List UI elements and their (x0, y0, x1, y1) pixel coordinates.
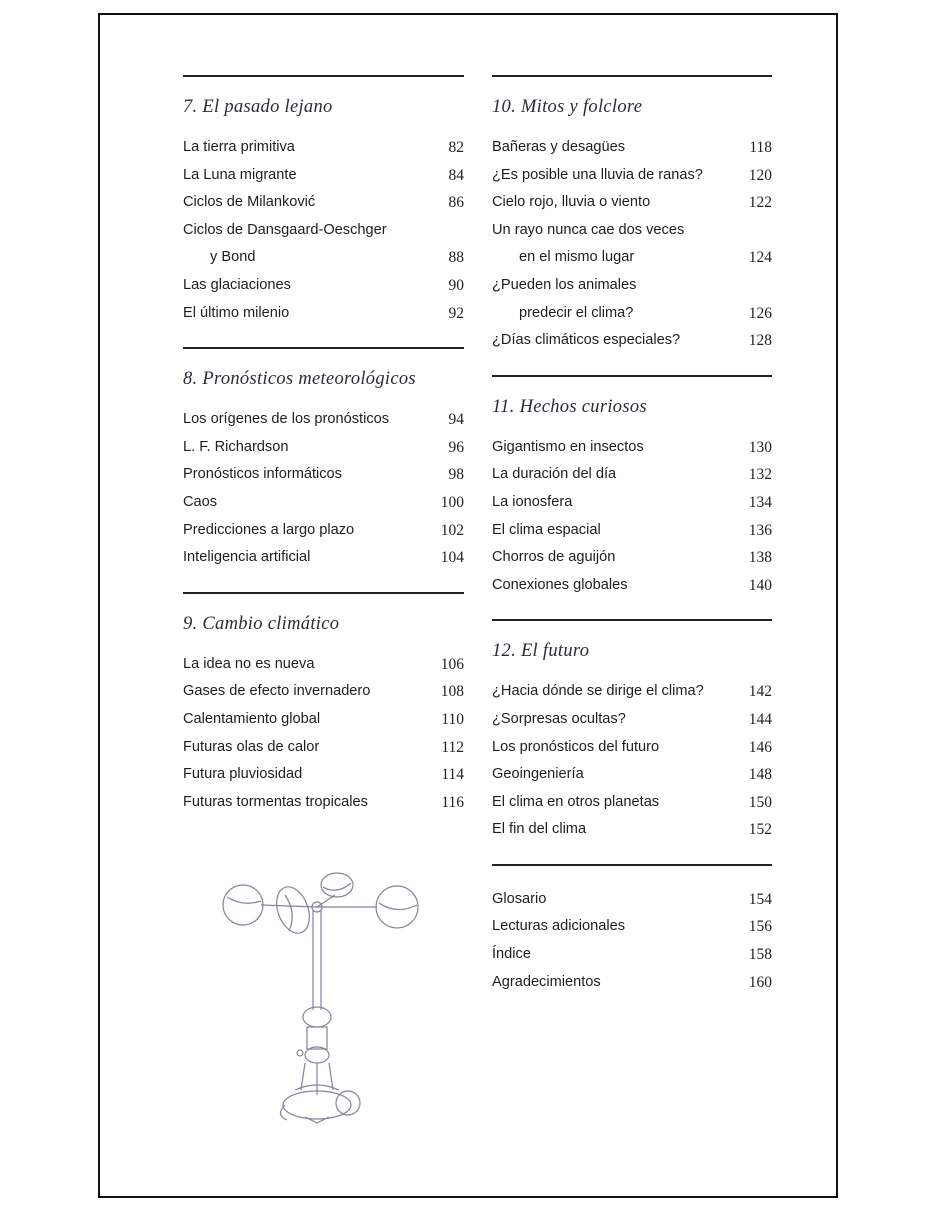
entry-title: La tierra primitiva (183, 139, 295, 155)
toc-entry[interactable] (492, 300, 772, 328)
entry-page-number: 138 (748, 549, 772, 567)
entry-page-number: 122 (748, 194, 772, 212)
toc-entry[interactable] (492, 134, 772, 162)
entry-title: Bañeras y desagües (492, 139, 626, 155)
entry-title: en el mismo lugar (519, 249, 635, 266)
entry-title: La ionosfera (492, 493, 573, 510)
entry-page-number: 124 (748, 249, 772, 267)
toc-section (183, 75, 464, 347)
toc-entry[interactable] (492, 816, 772, 844)
toc-entry[interactable] (492, 327, 772, 355)
toc-entry[interactable] (492, 761, 772, 789)
entry-page-number: 84 (448, 166, 464, 184)
toc-section (183, 592, 464, 837)
toc-section (492, 375, 772, 620)
entry-page-number: 98 (448, 466, 464, 484)
toc-entry[interactable] (492, 217, 772, 245)
entry-title: y Bond (210, 249, 256, 266)
entry-title: Geoingeniería (492, 766, 584, 783)
entry-title: predecir el clima? (519, 304, 634, 321)
entry-page-number: 148 (748, 766, 772, 784)
entry-page-number: 144 (748, 710, 772, 728)
section-title: 11. Hechos curiosos (492, 396, 647, 417)
entry-title: Ciclos de Dansgaard-Oeschger (183, 221, 387, 238)
entry-title: Agradecimientos (492, 973, 601, 990)
toc-entry[interactable] (183, 544, 464, 572)
toc-entry[interactable] (183, 706, 464, 734)
entry-title: ¿Días climáticos especiales? (492, 332, 681, 349)
entry-title: Conexiones globales (492, 576, 628, 593)
toc-entry[interactable] (183, 651, 464, 679)
entry-page-number: 134 (748, 493, 772, 511)
section-title: 8. Pronósticos meteorológicos (183, 369, 416, 390)
toc-entry[interactable] (492, 678, 772, 706)
entry-page-number: 102 (440, 521, 464, 539)
toc-entry[interactable] (492, 941, 772, 969)
entry-title: Gases de efecto invernadero (183, 683, 371, 700)
entry-page-number: 160 (748, 973, 772, 991)
toc-entry[interactable] (492, 886, 772, 914)
toc-entry[interactable] (492, 969, 772, 997)
toc-entry[interactable] (492, 272, 772, 300)
toc-entry[interactable] (183, 761, 464, 789)
entry-title: Caos (183, 493, 218, 510)
section-title: 10. Mitos y folclore (492, 97, 643, 117)
toc-entry[interactable] (183, 789, 464, 817)
entry-title: El clima espacial (492, 521, 601, 538)
toc-entry[interactable] (183, 434, 464, 462)
toc-entry[interactable] (183, 162, 464, 190)
entry-title: Ciclos de Milanković (183, 194, 316, 211)
entry-title: Inteligencia artificial (183, 549, 311, 566)
toc-entry[interactable] (183, 406, 464, 434)
entry-page-number: 104 (440, 549, 464, 567)
entry-page-number: 140 (748, 576, 772, 594)
toc-entry[interactable] (183, 244, 464, 272)
entry-title: Cielo rojo, lluvia o viento (492, 194, 651, 211)
entry-page-number: 88 (448, 249, 464, 267)
entry-page-number: 146 (748, 738, 772, 756)
toc-entry[interactable] (183, 134, 464, 162)
entry-page-number: 120 (748, 166, 772, 184)
entry-title: Futuras olas de calor (183, 738, 320, 755)
toc-entry[interactable] (183, 461, 464, 489)
entry-title: Predicciones a largo plazo (183, 521, 355, 538)
entry-title: Índice (492, 946, 531, 963)
toc-section (183, 347, 464, 592)
toc-entry[interactable] (183, 189, 464, 217)
entry-title: Glosario (492, 890, 547, 907)
toc-entry[interactable] (492, 572, 772, 600)
entry-title: Los pronósticos del futuro (492, 738, 660, 755)
toc-entry[interactable] (183, 678, 464, 706)
entry-page-number: 150 (748, 793, 772, 811)
toc-entry[interactable] (492, 434, 772, 462)
entry-title: ¿Pueden los animales (492, 276, 637, 293)
entry-page-number: 152 (748, 821, 772, 839)
toc-section (492, 864, 772, 1016)
anemometer-icon (205, 865, 435, 1130)
toc-right-column (492, 75, 772, 1016)
toc-entry[interactable] (492, 544, 772, 572)
entry-title: Las glaciaciones (183, 276, 291, 293)
toc-entry[interactable] (183, 489, 464, 517)
entry-page-number: 116 (441, 793, 464, 811)
toc-entry[interactable] (492, 162, 772, 190)
entry-title: Calentamiento global (183, 710, 321, 727)
toc-entry[interactable] (492, 734, 772, 762)
entry-page-number: 86 (448, 194, 464, 212)
entry-title: El último milenio (183, 304, 290, 321)
entry-title: ¿Sorpresas ocultas? (492, 710, 626, 727)
entry-title: Gigantismo en insectos (492, 438, 644, 455)
entry-page-number: 90 (448, 276, 464, 294)
entry-page-number: 112 (441, 738, 464, 756)
entry-page-number: 96 (448, 438, 464, 456)
entry-title: ¿Hacia dónde se dirige el clima? (492, 683, 704, 700)
entry-title: Futura pluviosidad (183, 766, 303, 783)
toc-entry[interactable] (492, 461, 772, 489)
entry-page-number: 128 (748, 332, 772, 350)
toc-entry[interactable] (492, 517, 772, 545)
entry-title: ¿Es posible una lluvia de ranas? (492, 166, 703, 183)
entry-title: La idea no es nueva (183, 655, 315, 672)
entry-page-number: 130 (748, 438, 772, 456)
section-title: 9. Cambio climático (183, 613, 340, 634)
toc-left-column (183, 75, 464, 836)
entry-title: El fin del clima (492, 821, 587, 838)
toc-entry[interactable] (492, 244, 772, 272)
entry-page-number: 82 (448, 139, 464, 156)
toc-entry[interactable] (492, 913, 772, 941)
entry-page-number: 126 (748, 304, 772, 322)
entry-page-number: 108 (440, 683, 464, 701)
entry-title: Lecturas adicionales (492, 918, 626, 935)
entry-page-number: 106 (440, 655, 464, 673)
entry-title: La duración del día (492, 466, 617, 483)
entry-page-number: 110 (441, 710, 464, 728)
entry-page-number: 118 (749, 139, 772, 156)
entry-title: La Luna migrante (183, 166, 297, 183)
entry-page-number: 92 (448, 304, 464, 322)
entry-title: L. F. Richardson (183, 438, 289, 455)
entry-title: Futuras tormentas tropicales (183, 793, 368, 810)
entry-page-number: 132 (748, 466, 772, 484)
toc-entry[interactable] (183, 300, 464, 328)
toc-entry[interactable] (492, 706, 772, 734)
entry-title: Chorros de aguijón (492, 549, 616, 566)
section-title: 12. El futuro (492, 641, 590, 662)
entry-page-number: 114 (441, 766, 464, 784)
section-title: 7. El pasado lejano (183, 97, 333, 117)
toc-section (492, 75, 772, 375)
toc-entry[interactable] (183, 517, 464, 545)
toc-entry[interactable] (183, 217, 464, 245)
toc-entry[interactable] (183, 734, 464, 762)
toc-entry[interactable] (492, 489, 772, 517)
entry-page-number: 158 (748, 946, 772, 964)
toc-entry[interactable] (492, 789, 772, 817)
entry-title: El clima en otros planetas (492, 793, 660, 810)
entry-page-number: 156 (748, 918, 772, 936)
entry-page-number: 136 (748, 521, 772, 539)
toc-section (492, 619, 772, 864)
entry-page-number: 154 (748, 890, 772, 908)
entry-title: Un rayo nunca cae dos veces (492, 221, 685, 238)
entry-page-number: 100 (440, 493, 464, 511)
entry-page-number: 142 (748, 683, 772, 701)
toc-entry[interactable] (183, 272, 464, 300)
entry-title: Pronósticos informáticos (183, 466, 342, 483)
toc-entry[interactable] (492, 189, 772, 217)
entry-title: Los orígenes de los pronósticos (183, 411, 390, 428)
entry-page-number: 94 (448, 411, 464, 429)
